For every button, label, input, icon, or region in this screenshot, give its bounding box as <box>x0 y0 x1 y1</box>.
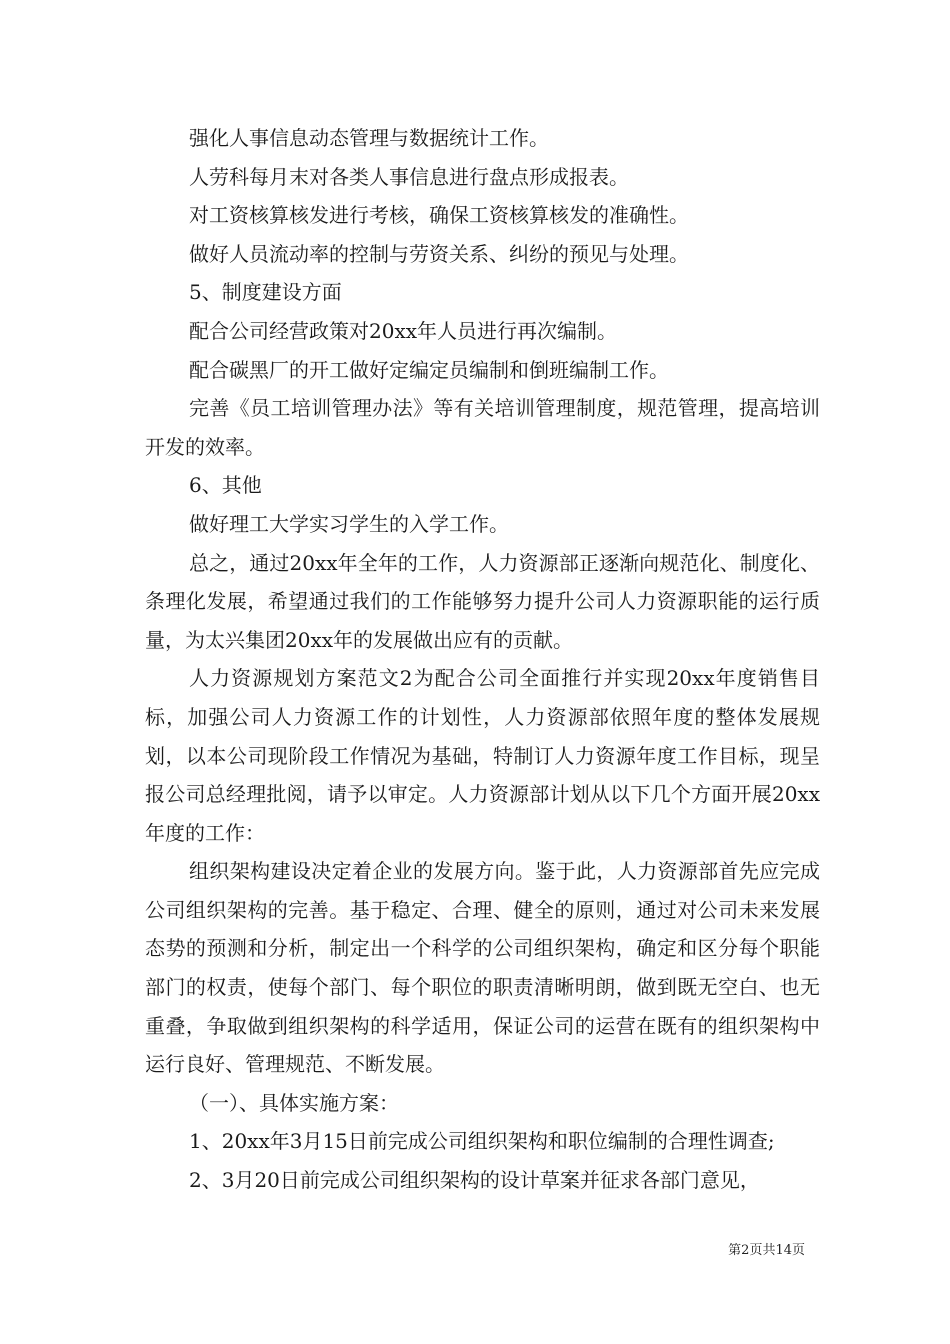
section-heading-6: 6、其他 <box>189 473 262 498</box>
paragraph-7: 配合碳黑厂的开工做好定编定员编制和倒班编制工作。 <box>189 357 669 382</box>
paragraph-4: 做好人员流动率的控制与劳资关系、纠纷的预见与处理。 <box>189 241 689 266</box>
paragraph-3: 对工资核算核发进行考核，确保工资核算核发的准确性。 <box>189 203 689 228</box>
paragraph-13: 组织架构建设决定着企业的发展方向。鉴于此，人力资源部首先应完成公司组织架构的完善。基于稳定、合理、健全的原则，通过对公司未来发展态势的预测和分析，制定出一个科学的公司组织架构，确定和区分每个职能部门的权责，使每个部门、每个职位的职责清晰明朗，做到既无空白、也无重叠，争取做到组织架构的科学适用，保证公司的运营在既有的组织架构中运行良好、管理规范、不断发展。 <box>145 859 820 1077</box>
paragraph-10: 做好理工大学实习学生的入学工作。 <box>189 511 509 536</box>
paragraph-2: 人劳科每月末对各类人事信息进行盘点形成报表。 <box>189 164 629 189</box>
list-item-2: 2、3月20日前完成公司组织架构的设计草案并征求各部门意见， <box>189 1168 760 1193</box>
paragraph-11: 总之，通过20xx年全年的工作，人力资源部正逐渐向规范化、制度化、条理化发展，希望通过我们的工作能够努力提升公司人力资源职能的运行质量，为太兴集团20xx年的发展做出应有的贡献。 <box>145 550 820 652</box>
paragraph-8: 完善《员工培训管理办法》等有关培训管理制度，规范管理，提高培训开发的效率。 <box>145 396 820 459</box>
paragraph-6: 配合公司经营政策对20xx年人员进行再次编制。 <box>189 318 618 343</box>
list-item-1: 1、20xx年3月15日前完成公司组织架构和职位编制的合理性调查; <box>189 1129 775 1154</box>
paragraph-1: 强化人事信息动态管理与数据统计工作。 <box>189 126 549 150</box>
document-body <box>145 119 820 1200</box>
section-heading-5: 5、制度建设方面 <box>189 280 342 305</box>
paragraph-12: 人力资源规划方案范文2为配合公司全面推行并实现20xx年度销售目标，加强公司人力资源工作的计划性，人力资源部依照年度的整体发展规划，以本公司现阶段工作情况为基础，特制订人力资源年度工作目标，现呈报公司总经理批阅，请予以审定。人力资源部计划从以下几个方面开展20xx年度的工作： <box>145 666 820 845</box>
subsection-heading: （一）、具体实施方案： <box>189 1090 399 1115</box>
page-number-footer: 第2页共14页 <box>728 1243 805 1258</box>
